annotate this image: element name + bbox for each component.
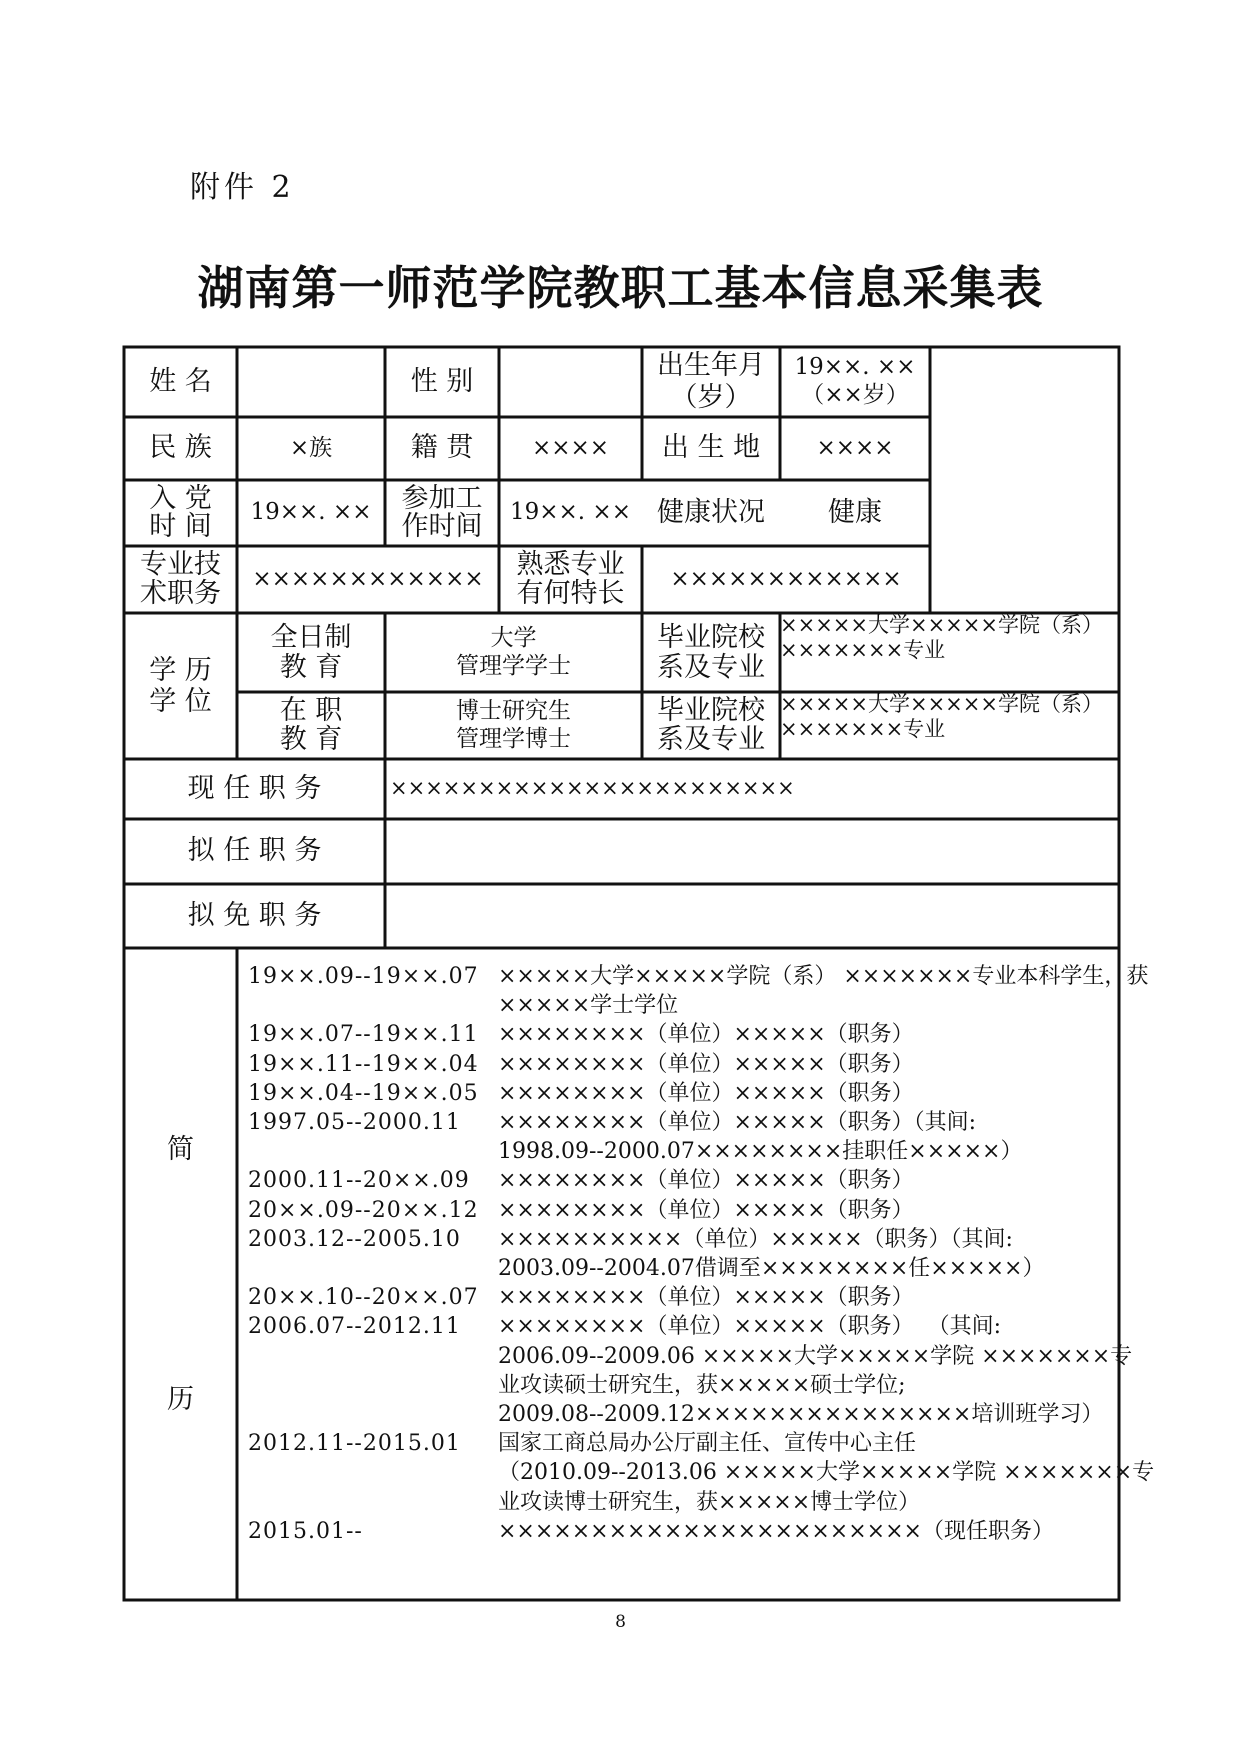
resume-text: ××××××××（单位）×××××（职务） bbox=[498, 1285, 914, 1311]
resume-date: 2012.11--2015.01 bbox=[248, 1431, 461, 1457]
resume-date bbox=[248, 1488, 498, 1517]
resume-entry bbox=[248, 1196, 1108, 1225]
fulltime-label-line2: 教 育 bbox=[279, 651, 343, 683]
resume-entry bbox=[248, 1137, 1108, 1166]
education-label-line2: 学 位 bbox=[149, 686, 212, 717]
resume-entry bbox=[248, 1225, 1108, 1254]
resume-text: 2009.08--2009.12×××××××××××××××培训班学习） bbox=[498, 1402, 1104, 1428]
work-start-value[interactable]: 19××. ×× bbox=[510, 499, 631, 526]
current-post-value[interactable]: ××××××××××××××××××××××× bbox=[390, 776, 795, 801]
pro-title-label-line2: 术职务 bbox=[140, 577, 221, 609]
resume-entry bbox=[248, 1283, 1108, 1312]
birth-label bbox=[642, 347, 780, 417]
resume-date: 20××.10--20××.07 bbox=[248, 1285, 479, 1311]
proposed-removal-label: 拟 免 职 务 bbox=[187, 899, 322, 931]
inservice-degree[interactable] bbox=[385, 692, 642, 759]
attachment-label: 附件 2 bbox=[190, 170, 295, 205]
birth-age: （××岁） bbox=[801, 382, 909, 408]
pro-title-label-line1: 专业技 bbox=[140, 549, 221, 581]
resume-date: 19××.11--19××.04 bbox=[248, 1051, 479, 1077]
gender-label: 性 别 bbox=[410, 365, 474, 397]
resume-date: 1997.05--2000.11 bbox=[248, 1110, 461, 1136]
resume-text: 1998.09--2000.07××××××××挂职任×××××） bbox=[498, 1139, 1023, 1165]
fulltime-degree-level: 大学 bbox=[490, 624, 537, 651]
birth-value[interactable] bbox=[780, 347, 930, 417]
education-label bbox=[124, 613, 237, 759]
fulltime-degree[interactable] bbox=[385, 613, 642, 692]
resume-text: ×××××学士学位 bbox=[498, 993, 679, 1019]
resume-entry bbox=[248, 1429, 1108, 1458]
specialty-label-line1: 熟悉专业 bbox=[516, 549, 625, 581]
page-number: 8 bbox=[615, 1612, 626, 1632]
fulltime-school-label-line1: 毕业院校 bbox=[657, 621, 765, 653]
resume-label-bottom: 历 bbox=[167, 1383, 194, 1415]
inservice-degree-level: 博士研究生 bbox=[456, 697, 571, 724]
birthplace-label: 出 生 地 bbox=[661, 432, 761, 464]
resume-entry bbox=[248, 991, 1108, 1020]
inservice-school-label-line1: 毕业院校 bbox=[657, 695, 765, 727]
resume-entry bbox=[248, 1312, 1108, 1341]
resume-entry bbox=[248, 1108, 1108, 1137]
proposed-post-label: 拟 任 职 务 bbox=[187, 835, 322, 867]
inservice-degree-name: 管理学博士 bbox=[456, 725, 571, 752]
fulltime-degree-name: 管理学学士 bbox=[456, 652, 571, 679]
resume-entry bbox=[248, 1254, 1108, 1283]
education-label-line1: 学 历 bbox=[149, 654, 212, 686]
fulltime-school-value[interactable] bbox=[780, 613, 1119, 692]
current-post-label: 现 任 职 务 bbox=[187, 772, 322, 804]
resume-entry bbox=[248, 1517, 1108, 1546]
specialty-label bbox=[499, 546, 642, 613]
health-label: 健康状况 bbox=[657, 496, 765, 528]
resume-entry bbox=[248, 1166, 1108, 1195]
native-place-value[interactable]: ×××× bbox=[531, 434, 610, 461]
resume-text: 业攻读博士研究生，获×××××博士学位） bbox=[498, 1489, 921, 1515]
inservice-major: ×××××××专业 bbox=[780, 717, 946, 742]
inservice-label-line2: 教 育 bbox=[279, 723, 343, 755]
native-place-label: 籍 贯 bbox=[410, 432, 474, 464]
birth-date: 19××. ×× bbox=[794, 354, 916, 381]
ethnicity-value[interactable]: ×族 bbox=[289, 434, 333, 461]
resume-text: ××××××××（单位）×××××（职务） （其间: bbox=[498, 1314, 1002, 1340]
resume-entry bbox=[248, 1488, 1108, 1517]
resume-text: ×××××大学×××××学院（系） ×××××××专业本科学生，获 bbox=[498, 964, 1149, 989]
party-label-line2: 时 间 bbox=[149, 511, 212, 542]
resume-label-top: 简 bbox=[167, 1133, 194, 1165]
resume-entry bbox=[248, 1079, 1108, 1108]
resume-text: （2010.09--2013.06 ×××××大学×××××学院 ×××××××专 bbox=[498, 1460, 1155, 1486]
ethnicity-label: 民 族 bbox=[149, 432, 212, 464]
resume-text: 国家工商总局办公厅副主任、宣传中心主任 bbox=[498, 1431, 917, 1457]
pro-title-value[interactable]: ×××××××××××× bbox=[252, 565, 484, 592]
resume-date: 2015.01-- bbox=[248, 1518, 363, 1544]
resume-date bbox=[248, 1254, 498, 1283]
resume-text: ××××××××（单位）×××××（职务） bbox=[498, 1022, 914, 1048]
resume-date bbox=[248, 1400, 498, 1429]
resume-text: 2006.09--2009.06 ×××××大学×××××学院 ×××××××专 bbox=[498, 1343, 1133, 1369]
resume-entry bbox=[248, 1371, 1108, 1400]
party-value[interactable]: 19××. ×× bbox=[250, 499, 372, 526]
resume-date bbox=[248, 1371, 498, 1400]
resume-date: 20××.09--20××.12 bbox=[248, 1197, 479, 1223]
name-value[interactable] bbox=[237, 347, 385, 417]
specialty-label-line2: 有何特长 bbox=[516, 577, 625, 609]
resume-date: 2000.11--20××.09 bbox=[248, 1168, 470, 1194]
resume-text: ××××××××××（单位）×××××（职务）（其间: bbox=[498, 1226, 1013, 1252]
inservice-label-line1: 在 职 bbox=[279, 695, 343, 727]
fulltime-school-label bbox=[642, 613, 780, 692]
resume-date: 2006.07--2012.11 bbox=[248, 1314, 461, 1340]
pro-title-label bbox=[124, 546, 237, 613]
resume-text: 业攻读硕士研究生，获×××××硕士学位; bbox=[498, 1372, 906, 1398]
proposed-post-value[interactable] bbox=[390, 819, 1119, 884]
resume-date bbox=[248, 1137, 498, 1166]
resume-list bbox=[248, 962, 1155, 1546]
inservice-label bbox=[237, 692, 385, 759]
resume-text: ××××××××（单位）×××××（职务）（其间: bbox=[498, 1110, 977, 1136]
resume-date: 19××.07--19××.11 bbox=[248, 1022, 479, 1048]
resume-date: 19××.09--19××.07 bbox=[248, 964, 479, 989]
name-label: 姓 名 bbox=[149, 365, 212, 397]
fulltime-label-line1: 全日制 bbox=[270, 621, 352, 653]
resume-text: ×××××××××××××××××××××××（现任职务） bbox=[498, 1518, 1054, 1544]
fulltime-label bbox=[237, 613, 385, 692]
resume-entry bbox=[248, 1020, 1108, 1049]
fulltime-school-label-line2: 系及专业 bbox=[657, 651, 765, 683]
resume-date: 2003.12--2005.10 bbox=[248, 1226, 461, 1252]
photo-area bbox=[930, 347, 1119, 613]
resume-date bbox=[248, 991, 498, 1020]
birth-label-line1: 出生年月 bbox=[657, 349, 765, 381]
inservice-school: ×××××大学×××××学院（系） bbox=[780, 692, 1103, 716]
gender-value[interactable] bbox=[499, 347, 642, 417]
work-start-label-line2: 作时间 bbox=[401, 511, 483, 542]
form-title: 湖南第一师范学院教职工基本信息采集表 bbox=[197, 261, 1044, 315]
resume-text: ××××××××（单位）×××××（职务） bbox=[498, 1197, 914, 1223]
fulltime-major: ×××××××专业 bbox=[780, 638, 946, 663]
health-value[interactable]: 健康 bbox=[828, 496, 882, 528]
party-label-line1: 入 党 bbox=[149, 482, 212, 514]
resume-date: 19××.04--19××.05 bbox=[248, 1080, 479, 1106]
inservice-school-label bbox=[642, 692, 780, 759]
inservice-school-label-line2: 系及专业 bbox=[657, 723, 765, 755]
resume-entry bbox=[248, 1050, 1108, 1079]
resume-text: ××××××××（单位）×××××（职务） bbox=[498, 1051, 914, 1077]
resume-entry bbox=[248, 1400, 1108, 1429]
specialty-value[interactable]: ×××××××××××× bbox=[670, 565, 902, 592]
proposed-removal-value[interactable] bbox=[390, 884, 1119, 948]
inservice-school-value[interactable] bbox=[780, 692, 1119, 759]
resume-entry bbox=[248, 962, 1149, 991]
resume-date bbox=[248, 1342, 498, 1371]
work-start-label bbox=[385, 480, 499, 546]
resume-text: ××××××××（单位）×××××（职务） bbox=[498, 1080, 914, 1106]
birthplace-value[interactable]: ×××× bbox=[816, 434, 894, 461]
resume-text: 2003.09--2004.07借调至××××××××任×××××） bbox=[498, 1256, 1045, 1282]
work-start-label-line1: 参加工 bbox=[401, 482, 483, 514]
resume-text: ××××××××（单位）×××××（职务） bbox=[498, 1168, 914, 1194]
fulltime-school: ×××××大学×××××学院（系） bbox=[780, 613, 1103, 637]
party-label bbox=[124, 480, 237, 546]
resume-date bbox=[248, 1458, 498, 1487]
resume-entry bbox=[248, 1342, 1133, 1371]
birth-label-line2: （岁） bbox=[670, 382, 752, 413]
resume-entry bbox=[248, 1458, 1155, 1487]
